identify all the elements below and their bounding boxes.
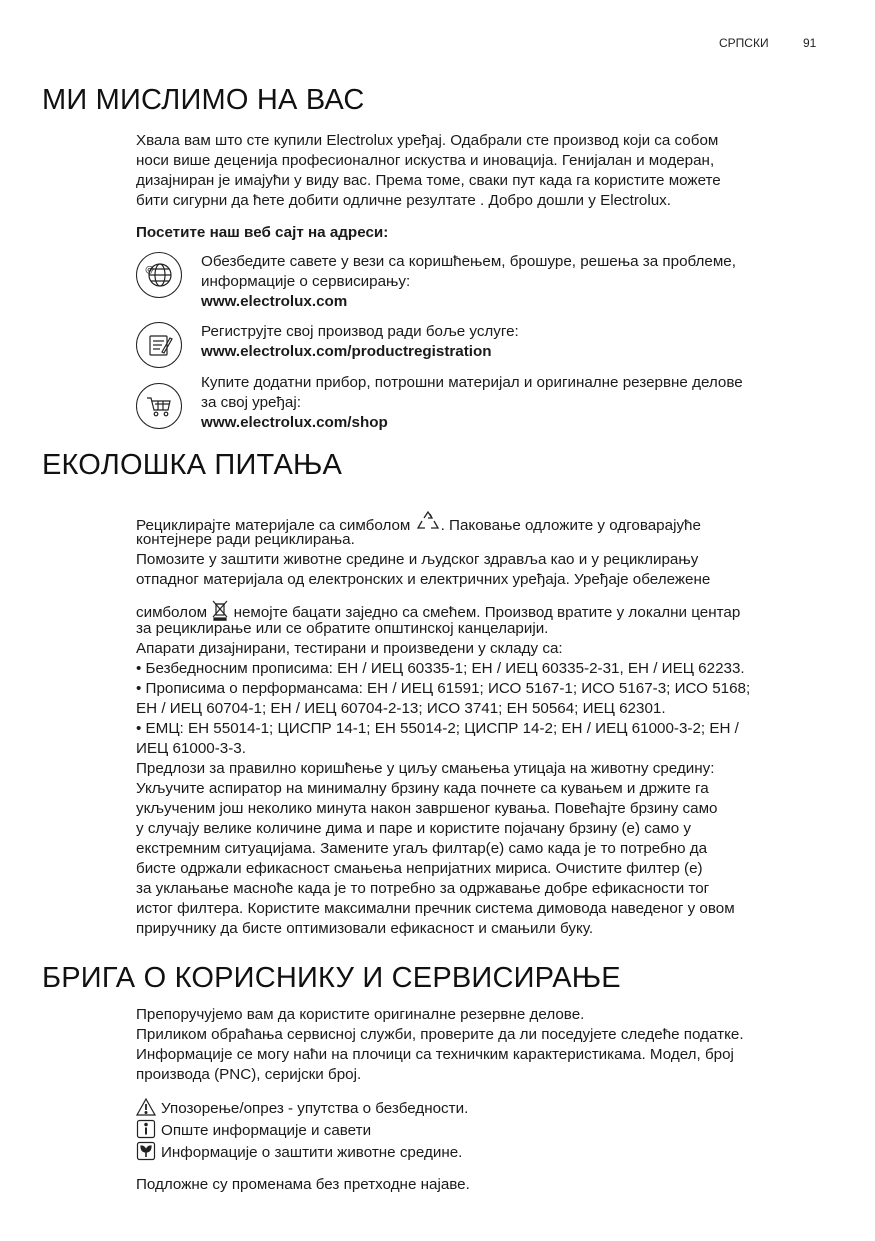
shop-item-line: за свој уређај: <box>201 394 301 411</box>
globe-icon <box>144 260 174 290</box>
section-title-customer-care: БРИГА О КОРИСНИКУ И СЕРВИСИРАЊЕ <box>42 962 621 994</box>
intro-line: бити сигурни да ћете добити одличне резултате . Добро дошли у Electrolux. <box>136 192 671 209</box>
legend-item-info <box>136 1119 826 1141</box>
weee-line <box>136 599 826 619</box>
registration-icon <box>144 330 174 360</box>
env-line: за уклањање масноће када је то потребно за одржавање добре ефикасности тог <box>136 880 710 897</box>
registration-url-link[interactable]: www.electrolux.com/productregistration <box>201 343 492 360</box>
header-language: СРПСКИ <box>719 36 769 50</box>
recycle-line <box>136 510 826 534</box>
env-line: за рециклирање или се обратите општинској канцеларији. <box>136 620 549 637</box>
intro-paragraph <box>136 131 826 211</box>
support-item-line: Обезбедите савете у вези са коришћењем, брошуре, решења за проблеме, <box>201 253 736 270</box>
care-line: Информације се могу наћи на плочици са техничким карактеристикама. Модел, број <box>136 1046 734 1063</box>
registration-icon-circle <box>136 322 182 368</box>
legend-item-warning <box>136 1097 826 1119</box>
page-number: 91 <box>803 36 817 50</box>
care-line: Препоручујемо вам да користите оригиналне резервне делове. <box>136 1006 585 1023</box>
recycle-text-pre: Рециклирајте материјале са симболом <box>136 517 411 534</box>
support-item-line: информације о сервисирању: <box>201 273 411 290</box>
env-line: • ЕМЦ: ЕН 55014-1; ЦИСПР 14-1; ЕН 55014-2; ЦИСПР 14-2; ЕН / ИЕЦ 61000-3-2; ЕН / <box>136 720 739 737</box>
globe-icon-circle <box>136 252 182 298</box>
env-line: у случају велике количине дима и паре и користите појачану брзину (е) само у <box>136 820 691 837</box>
environment-icon <box>136 1141 156 1161</box>
customer-care-paragraph <box>136 1005 826 1085</box>
intro-line: носи више деценија професионалног искуства и иновација. Генијалан и модеран, <box>136 152 715 169</box>
recycle-icon <box>415 510 441 540</box>
env-line: бисте одржали ефикасност смањења непријатних мириса. Очистите филтер (е) <box>136 860 703 877</box>
env-line: контејнере ради рециклирања. <box>136 531 355 548</box>
env-line: • Безбедносним прописима: ЕН / ИЕЦ 60335-1; ЕН / ИЕЦ 60335-2-31, ЕН / ИЕЦ 62233. <box>136 660 745 677</box>
cart-icon-circle <box>136 383 182 429</box>
env-line: укљученим још неколико минута након завршеног кувања. Повећајте брзину само <box>136 800 718 817</box>
care-line: Приликом обраћања сервисној служби, проверите да ли поседујете следеће податке. <box>136 1026 744 1043</box>
legend-text: Опште информације и савети <box>161 1122 372 1139</box>
warning-icon <box>136 1097 156 1117</box>
intro-line: дизајниран је имајући у виду вас. Према томе, сваки пут када га користите можете <box>136 172 721 189</box>
env-line: ИЕЦ 61000-3-3. <box>136 740 246 757</box>
visit-website-label: Посетите наш веб сајт на адреси: <box>136 224 389 241</box>
section-title-we-think-of-you: МИ МИСЛИМО НА ВАС <box>42 84 365 116</box>
env-line: Предлози за правилно коришћење у циљу смањења утицаја на животну средину: <box>136 760 715 777</box>
env-line: Помозите у заштити животне средине и људског здравља као и у рециклирању <box>136 551 699 568</box>
svg-text:@: @ <box>145 265 154 275</box>
info-icon <box>136 1119 156 1139</box>
legend-text: Информације о заштити животне средине. <box>161 1144 463 1161</box>
env-line: отпадног материјала од електронских и електричних уређаја. Уређаје обележене <box>136 571 711 588</box>
env-line: ЕН / ИЕЦ 60704-1; ЕН / ИЕЦ 60704-2-13; ИСО 3741; ЕН 50564; ИЕЦ 62301. <box>136 700 666 717</box>
environmental-paragraph <box>136 510 826 939</box>
env-line: приручнику да бисте оптимизовали ефикасност и смањили буку. <box>136 920 594 937</box>
shop-item-line: Купите додатни прибор, потрошни материјал и оригиналне резервне делове <box>201 374 743 391</box>
env-line: истог филтера. Користите максимални пречник система димовода наведеног у овом <box>136 900 735 917</box>
env-line: • Прописима о перформансама: ЕН / ИЕЦ 61591; ИСО 5167-1; ИСО 5167-3; ИСО 5168; <box>136 680 751 697</box>
env-line: Укључите аспиратор на минималну брзину када почнете са кувањем и држите га <box>136 780 709 797</box>
legend-text: Упозорење/опрез - упутства о безбедности. <box>161 1100 469 1117</box>
symbol-legend <box>136 1097 826 1163</box>
care-line: производа (PNC), серијски број. <box>136 1066 362 1083</box>
support-url-link[interactable]: www.electrolux.com <box>201 293 348 310</box>
cart-icon <box>144 391 174 421</box>
section-title-environmental: ЕКОЛОШКА ПИТАЊА <box>42 449 343 481</box>
weee-text-post: немојте бацати заједно са смећем. Производ вратите у локални центар <box>233 604 741 621</box>
shop-url-link[interactable]: www.electrolux.com/shop <box>201 414 388 431</box>
registration-item-line: Региструјте свој производ ради боље услуге: <box>201 323 519 340</box>
footer-note: Подложне су променама без претходне најаве. <box>136 1176 470 1193</box>
env-line: екстремним ситуацијама. Замените угаљ филтар(е) само када је то потребно да <box>136 840 708 857</box>
legend-item-environment <box>136 1141 826 1163</box>
weee-text-pre: симболом <box>136 604 208 621</box>
env-line: Апарати дизајнирани, тестирани и произведени у складу са: <box>136 640 563 657</box>
intro-line: Хвала вам што сте купили Electrolux уређај. Одабрали сте производ који са собом <box>136 132 719 149</box>
recycle-text-post: . Паковање одложите у одговарајуће <box>440 517 701 534</box>
